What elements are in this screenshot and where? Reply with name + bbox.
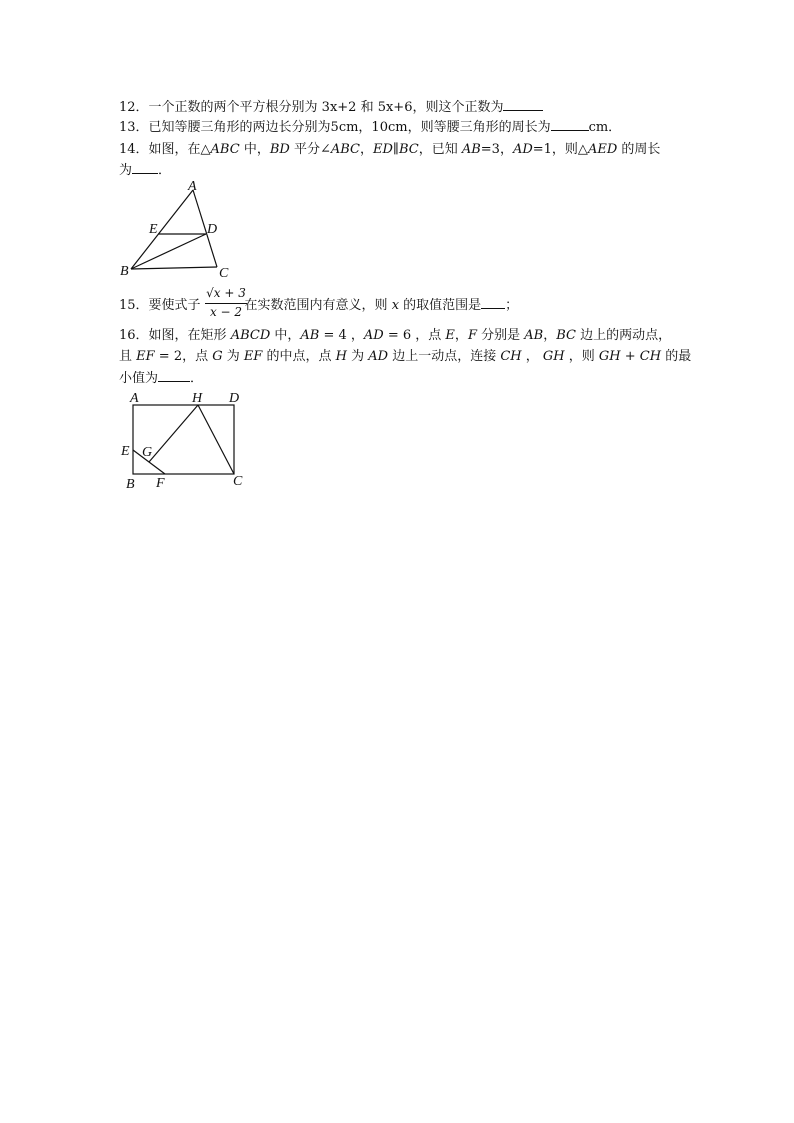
q16-var: F [467, 328, 477, 343]
q16-var: E [445, 328, 455, 343]
question-15 [119, 296, 518, 315]
q15-answer-blank[interactable] [481, 296, 505, 309]
label-A: A [130, 391, 139, 406]
question-16-line-2 [119, 348, 691, 366]
q16-var: GH [542, 349, 565, 364]
q14-text: ，已知 [418, 142, 462, 157]
fraction-bar [205, 303, 247, 304]
q16-text: ， [543, 328, 557, 343]
q16-var: BC [556, 328, 576, 343]
q14-text: 14．如图，在△ [119, 142, 211, 157]
question-13 [119, 118, 621, 137]
q16-text: = 4 ， [319, 328, 364, 343]
q16-text: 为 [222, 349, 244, 364]
q16-var: EF [243, 349, 263, 364]
q14-text: =3， [480, 142, 513, 157]
label-D: D [207, 222, 218, 237]
q16-var: G [212, 349, 223, 364]
q16-text: 分别是 [476, 328, 525, 343]
label-B: B [126, 477, 135, 492]
q16-var: EF [136, 349, 155, 364]
q15-text: ； [505, 298, 519, 313]
label-A: A [188, 179, 197, 194]
q16-text: 的最 [661, 349, 692, 364]
q16-text: ， [521, 349, 543, 364]
q15-var: x [391, 298, 400, 313]
label-D: D [229, 391, 240, 406]
label-E: E [121, 444, 130, 459]
fraction-expression [205, 286, 247, 322]
q16-var: AD [368, 349, 389, 364]
question-16-line-1 [119, 327, 671, 345]
label-C: C [219, 266, 229, 280]
q14-text: =1，则△ [532, 142, 588, 157]
q16-text: 边上的两动点， [575, 328, 672, 343]
parallel-symbol: ∥ [392, 142, 399, 157]
label-F: F [156, 476, 165, 491]
q16-text: 小值为 [119, 371, 159, 386]
q15-text: 的取值范围是 [399, 298, 482, 313]
q16-answer-blank[interactable] [158, 369, 190, 382]
q14-var: BD [269, 142, 290, 157]
q14-text: 平分∠ [289, 142, 331, 157]
q16-var: AB [524, 328, 544, 343]
question-12 [119, 98, 543, 117]
q14-var: ABC [210, 142, 240, 157]
q14-text: 为 [119, 163, 133, 178]
q16-text: 为 [347, 349, 369, 364]
q16-text: = 2，点 [154, 349, 213, 364]
q14-text: 中， [239, 142, 270, 157]
q16-var: ABCD [230, 328, 271, 343]
q12-text: 12．一个正数的两个平方根分别为 3x+2 和 5x+6，则这个正数为 [119, 100, 504, 115]
q14-var: BC [398, 142, 419, 157]
question-14-line-1 [119, 141, 660, 159]
q14-var: AB [461, 142, 481, 157]
q14-var: ABC [330, 142, 360, 157]
q13-answer-blank[interactable] [551, 118, 589, 131]
q16-text: ， [454, 328, 468, 343]
q14-text: ． [158, 163, 172, 178]
q16-var: GH + CH [598, 349, 662, 364]
label-C: C [233, 474, 243, 489]
q16-var: CH [500, 349, 522, 364]
q16-text: 16．如图，在矩形 [119, 328, 231, 343]
label-E: E [149, 222, 158, 237]
q16-text: ． [190, 371, 204, 386]
q16-var: AD [363, 328, 384, 343]
question-16-line-3 [119, 369, 203, 388]
q16-text: = 6 ，点 [383, 328, 446, 343]
figure-rectangle-abcd [115, 388, 255, 492]
fraction-denominator: x − 2 [209, 305, 243, 319]
label-G: G [142, 445, 153, 460]
q16-text: 中， [270, 328, 301, 343]
fraction-numerator: √x + 3 [206, 286, 246, 300]
label-H: H [192, 391, 203, 406]
q16-text: ，则 [564, 349, 599, 364]
q16-text: 且 [119, 349, 137, 364]
q14-var: ED [373, 142, 393, 157]
q16-var: H [335, 349, 347, 364]
q13-text: 13．已知等腰三角形的两边长分别为5cm，10cm，则等腰三角形的周长为 [119, 120, 551, 135]
q14-var: AED [587, 142, 618, 157]
q14-text: 的周长 [617, 142, 661, 157]
q14-var: AD [512, 142, 533, 157]
q15-text: 在实数范围内有意义，则 [244, 298, 392, 313]
q14-answer-blank[interactable] [132, 161, 158, 174]
q12-answer-blank[interactable] [503, 98, 543, 111]
figure-triangle-abc [110, 176, 240, 280]
q15-text: 15．要使式子 [119, 298, 201, 313]
label-B: B [120, 264, 129, 279]
q16-text: 边上一动点，连接 [388, 349, 501, 364]
q14-text: ， [359, 142, 373, 157]
q16-var: AB [300, 328, 320, 343]
q16-text: 的中点，点 [262, 349, 336, 364]
q13-unit: cm． [588, 120, 622, 135]
